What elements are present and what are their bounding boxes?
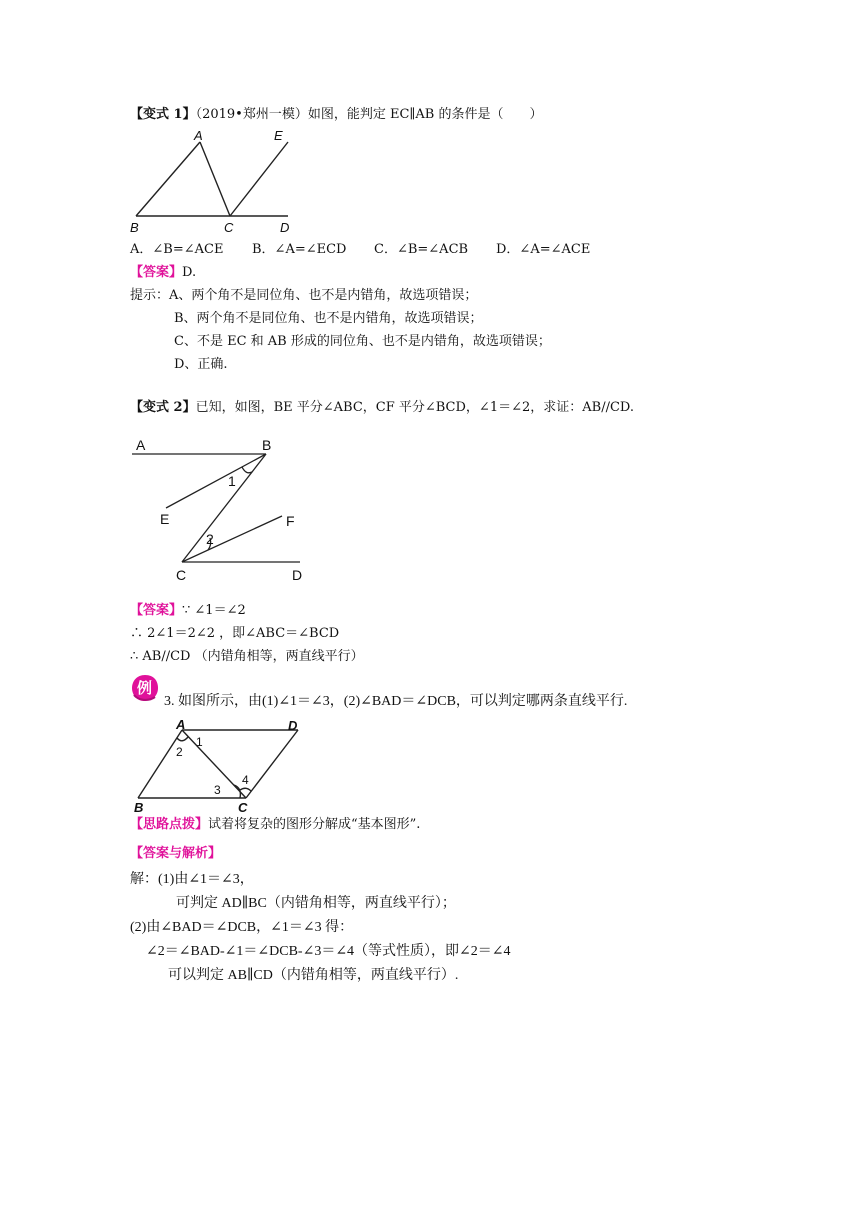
v2-label-c: C bbox=[176, 567, 187, 583]
ex3-angle-arc-c2 bbox=[240, 788, 251, 791]
ex3-label-d: D bbox=[288, 718, 298, 733]
v1-hint-d: D、正确. bbox=[174, 357, 228, 372]
v1-label-b: B bbox=[130, 220, 139, 235]
v1-label-e: E bbox=[274, 128, 283, 143]
v1-line-ce bbox=[230, 142, 288, 216]
v2-bracket-label: 【变式 2】 bbox=[130, 400, 196, 415]
v1-hint-prefix: 提示： bbox=[130, 288, 170, 303]
v2-angle-1-arc bbox=[242, 467, 252, 473]
v2-label-b: B bbox=[262, 437, 272, 453]
v1-answer-label: 【答案】 bbox=[130, 265, 183, 280]
v1-line-ac bbox=[200, 142, 230, 216]
ex3-solution-heading bbox=[130, 845, 221, 863]
v2-label-angle-1: 1 bbox=[228, 473, 236, 489]
ex3-angle-arc-a bbox=[177, 737, 188, 741]
v2-answer-line3: ∴ AB//CD （内错角相等，两直线平行） bbox=[130, 649, 364, 664]
v1-answer bbox=[130, 264, 196, 282]
v2-label-f: F bbox=[286, 513, 295, 529]
ex3-line-ab bbox=[138, 730, 182, 798]
v1-hint-a bbox=[130, 287, 477, 305]
v2-answer-line2: ∴ 2∠1＝2∠2 ，即∠ABC＝∠BCD bbox=[130, 626, 340, 641]
ex3-sol-line1: 解：(1)由∠1＝∠3， bbox=[130, 872, 254, 887]
v2-answer-line1: ∵ ∠1＝∠2 bbox=[182, 603, 246, 618]
ex3-label-b: B bbox=[134, 800, 144, 814]
v2-label-d: D bbox=[292, 567, 303, 583]
v1-options bbox=[130, 241, 590, 259]
v2-line-bc bbox=[182, 454, 266, 562]
ex3-label-a: A bbox=[176, 718, 186, 732]
v1-label-d: D bbox=[280, 220, 290, 235]
v2-label-a: A bbox=[136, 437, 146, 453]
ex3-tip-text: 试着将复杂的图形分解成“基本图形”. bbox=[208, 817, 421, 832]
v1-hint-b: B、两个角不是同位角、也不是内错角，故选项错误； bbox=[174, 311, 483, 326]
v2-question: 已知，如图，BE 平分∠ABC，CF 平分∠BCD，∠1＝∠2，求证：AB//CD. bbox=[195, 400, 634, 415]
v1-label-a: A bbox=[194, 128, 203, 143]
ex3-sol-line4: ∠2＝∠BAD-∠1＝∠DCB-∠3＝∠4（等式性质），即∠2＝∠4 bbox=[146, 944, 511, 959]
v2-label-angle-2: 2 bbox=[206, 531, 214, 547]
ex3-label-c: C bbox=[238, 800, 248, 814]
v1-line-ab bbox=[136, 142, 200, 216]
v1-label-c: C bbox=[224, 220, 234, 235]
v2-figure bbox=[130, 430, 310, 590]
ex3-tip-label: 【思路点拨】 bbox=[130, 817, 209, 832]
ex3-figure bbox=[130, 718, 310, 814]
ex3-question: 3. 如图所示，由(1)∠1＝∠3，(2)∠BAD＝∠DCB，可以判定哪两条直线平行. bbox=[164, 694, 628, 709]
v1-figure bbox=[128, 128, 298, 236]
v2-answer bbox=[130, 602, 246, 620]
example-badge bbox=[130, 673, 160, 703]
v1-option-b: B．∠A=∠ECD bbox=[252, 242, 347, 257]
ex3-label-angle-2: 2 bbox=[176, 745, 183, 759]
v1-question: （2019•郑州一模）如图，能判定 EC∥AB 的条件是（ ） bbox=[195, 107, 543, 122]
ex3-solution-label: 【答案与解析】 bbox=[130, 846, 222, 861]
example-badge-label: 例 bbox=[137, 679, 153, 697]
v1-bracket-label: 【变式 1】 bbox=[130, 107, 196, 122]
ex3-label-angle-1: 1 bbox=[196, 735, 203, 749]
v2-line-cf bbox=[182, 516, 282, 562]
ex3-sol-line2: 可判定 AD∥BC（内错角相等，两直线平行）； bbox=[176, 896, 456, 911]
v2-answer-label: 【答案】 bbox=[130, 603, 183, 618]
v1-option-a: A．∠B=∠ACE bbox=[130, 242, 224, 257]
v1-option-d: D．∠A=∠ACE bbox=[496, 242, 591, 257]
ex3-sol-line5: 可以判定 AB∥CD（内错角相等，两直线平行）. bbox=[168, 968, 459, 983]
v2-label-e: E bbox=[160, 511, 170, 527]
ex3-tip bbox=[130, 816, 420, 834]
v2-line-be bbox=[166, 454, 266, 508]
v1-answer-value: D. bbox=[182, 265, 197, 280]
ex3-label-angle-4: 4 bbox=[242, 773, 249, 787]
ex3-sol-line3: (2)由∠BAD＝∠DCB，∠1＝∠3 得： bbox=[130, 920, 354, 935]
v1-hint-text-a: A、两个角不是同位角、也不是内错角，故选项错误； bbox=[169, 288, 478, 303]
ex3-line-cd bbox=[246, 730, 298, 798]
v1-option-c: C．∠B=∠ACB bbox=[374, 242, 469, 257]
v1-header bbox=[130, 106, 542, 124]
ex3-label-angle-3: 3 bbox=[214, 783, 221, 797]
v1-hint-c: C、不是 EC 和 AB 形成的同位角、也不是内错角，故选项错误； bbox=[174, 334, 551, 349]
v2-header bbox=[130, 399, 634, 417]
